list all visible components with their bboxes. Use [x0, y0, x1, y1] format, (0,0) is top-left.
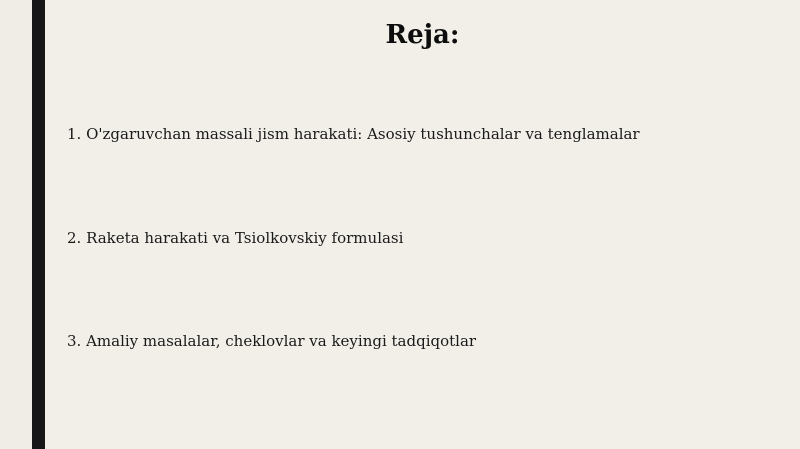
plan-list: [67, 0, 787, 449]
plan-item-2: 2. Raketa harakati va Tsiolkovskiy formulasi: [67, 229, 404, 247]
plan-item-1: 1. O'zgaruvchan massali jism harakati: Asosiy tushunchalar va tenglamalar: [67, 125, 640, 143]
plan-item-3: 3. Amaliy masalalar, cheklovlar va keyingi tadqiqotlar: [67, 332, 477, 350]
left-margin: [0, 0, 32, 449]
slide-title: Reja:: [385, 20, 460, 50]
accent-bar: [32, 0, 45, 449]
